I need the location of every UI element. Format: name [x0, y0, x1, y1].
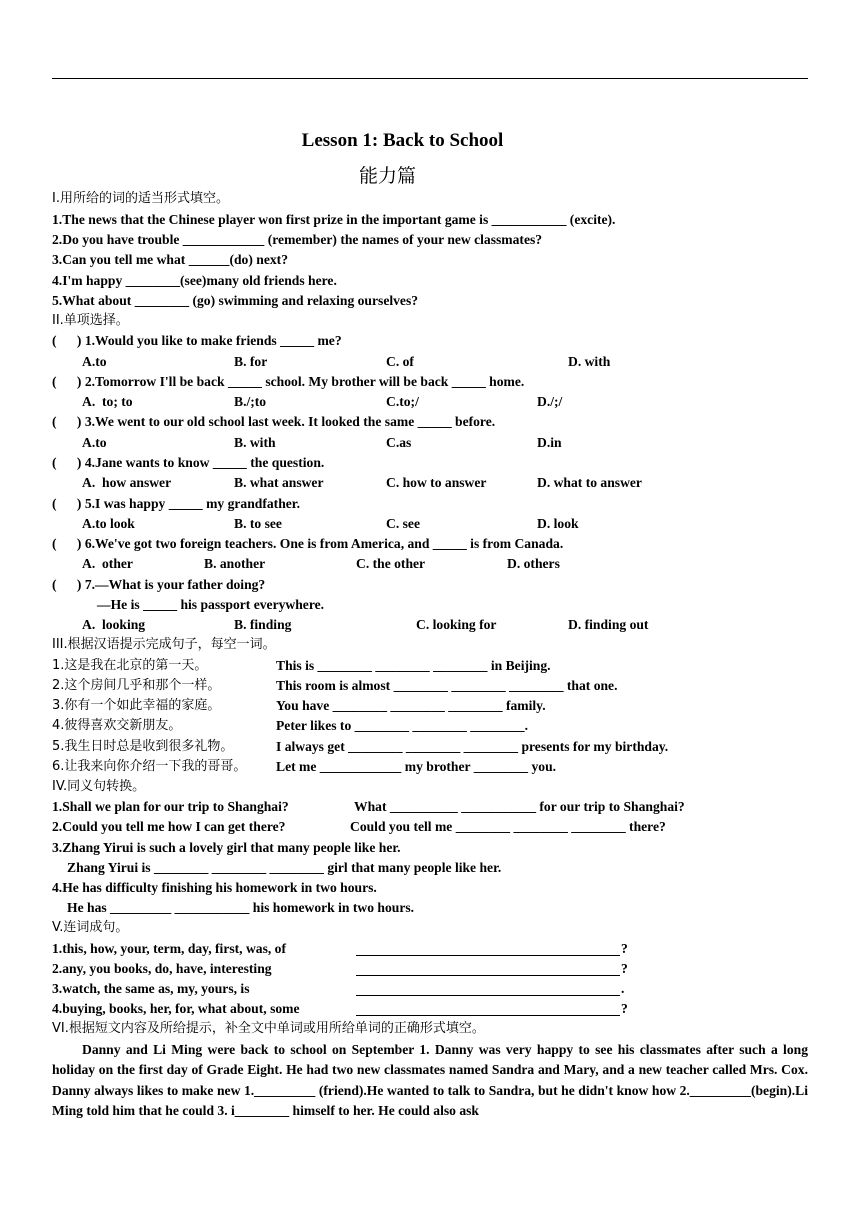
s2-q2-opt-b: B./;to	[234, 394, 267, 409]
s3-item-3-en: You have ________ ________ ________ family.	[276, 698, 546, 713]
s3-item-2-cn: 2.这个房间几乎和那个一样。	[52, 678, 221, 693]
s4-item-3-rewrite: Zhang Yirui is ________ ________ ________ girl that many people like her.	[67, 860, 502, 875]
s4-item-3-original: 3.Zhang Yirui is such a lovely girl that many people like her.	[52, 840, 401, 855]
page-subtitle: 能力篇	[358, 165, 416, 187]
section-2-heading: II.单项选择。	[52, 313, 129, 328]
s1-item-4: 4.I'm happy ________(see)many old friends here.	[52, 273, 337, 288]
s4-item-2-rewrite: Could you tell me ________ ________ ________ there?	[350, 819, 666, 834]
s1-item-3: 3.Can you tell me what ______(do) next?	[52, 252, 288, 267]
s2-q2-opt-c: C.to;/	[386, 394, 419, 409]
s5-item-3-words: 3.watch, the same as, my, yours, is	[52, 981, 250, 996]
s5-item-2-answer-line	[356, 975, 620, 976]
s2-q7-opt-d: D. finding out	[568, 617, 649, 632]
s2-q3: ( ) 3.We went to our old school last week. It looked the same _____ before.	[52, 414, 496, 429]
s3-item-1-en: This is ________ ________ ________ in Beijing.	[276, 658, 551, 673]
s2-q5-opt-d: D. look	[537, 516, 579, 531]
s2-q6-opt-c: C. the other	[356, 556, 426, 571]
s2-q2-opt-d: D./;/	[537, 394, 563, 409]
s1-item-5: 5.What about ________ (go) swimming and relaxing ourselves?	[52, 293, 419, 308]
s2-q7-opt-c: C. looking for	[416, 617, 497, 632]
s2-q3-opt-d: D.in	[537, 435, 562, 450]
s4-item-2-original: 2.Could you tell me how I can get there?	[52, 819, 286, 834]
s2-q7-opt-b: B. finding	[234, 617, 292, 632]
s1-item-1: 1.The news that the Chinese player won first prize in the important game is ___________ (excite).	[52, 212, 616, 227]
section-4-heading: IV.同义句转换。	[52, 779, 146, 794]
section-1-heading: I.用所给的词的适当形式填空。	[52, 191, 229, 206]
s2-q1: ( ) 1.Would you like to make friends _____ me?	[52, 333, 342, 348]
s2-q6-opt-b: B. another	[204, 556, 266, 571]
s5-item-1-answer-line	[356, 955, 620, 956]
s2-q4-opt-b: B. what answer	[234, 475, 324, 490]
s2-q6-opt-a: A. other	[82, 556, 133, 571]
s2-q2-opt-a: A. to; to	[82, 394, 133, 409]
s4-item-4-original: 4.He has difficulty finishing his homework in two hours.	[52, 880, 377, 895]
s5-item-1-end: ?	[621, 941, 628, 956]
s2-q3-opt-a: A.to	[82, 435, 107, 450]
s6-passage: Danny and Li Ming were back to school on September 1. Danny was very happy to see his classmates after such a long holiday on the first day of Grade Eight. He had two new classmates named Sandra and Mary, and a new teacher called Mrs. Cox. Danny always likes to make new 1._________ (friend).He wanted to talk to Sandra, but he didn't know how 2._________(begin).Li Ming told him that he could 3. i________ himself to her. He could also ask	[52, 1042, 808, 1118]
s2-q4-opt-a: A. how answer	[82, 475, 172, 490]
s2-q3-opt-b: B. with	[234, 435, 276, 450]
section-6-heading: VI.根据短文内容及所给提示，补全文中单词或用所给单词的正确形式填空。	[52, 1021, 485, 1036]
s3-item-6-en: Let me ____________ my brother ________ you.	[276, 759, 557, 774]
section-3-heading: III.根据汉语提示完成句子，每空一词。	[52, 637, 276, 652]
s2-q7-line2: —He is _____ his passport everywhere.	[97, 597, 325, 612]
s3-item-5-en: I always get ________ ________ ________ presents for my birthday.	[276, 739, 669, 754]
page-title: Lesson 1: Back to School	[301, 130, 504, 151]
s5-item-3-end: .	[621, 981, 625, 996]
s3-item-5-cn: 5.我生日时总是收到很多礼物。	[52, 739, 234, 754]
s5-item-2-end: ?	[621, 961, 628, 976]
s2-q4: ( ) 4.Jane wants to know _____ the question.	[52, 455, 325, 470]
s5-item-4-answer-line	[356, 1015, 620, 1016]
s5-item-2-words: 2.any, you books, do, have, interesting	[52, 961, 272, 976]
s2-q2: ( ) 2.Tomorrow I'll be back _____ school. My brother will be back _____ home.	[52, 374, 525, 389]
s2-q5: ( ) 5.I was happy _____ my grandfather.	[52, 496, 300, 511]
s2-q7-opt-a: A. looking	[82, 617, 146, 632]
s2-q6: ( ) 6.We've got two foreign teachers. One is from America, and _____ is from Canada.	[52, 536, 564, 551]
s3-item-3-cn: 3.你有一个如此幸福的家庭。	[52, 698, 221, 713]
s3-item-4-en: Peter likes to ________ ________ ________.	[276, 718, 528, 733]
s3-item-1-cn: 1.这是我在北京的第一天。	[52, 658, 208, 673]
s3-item-2-en: This room is almost ________ ________ ________ that one.	[276, 678, 618, 693]
section-5-heading: V.连词成句。	[52, 920, 129, 935]
s3-item-6-cn: 6.让我来向你介绍一下我的哥哥。	[52, 759, 247, 774]
s2-q4-opt-d: D. what to answer	[537, 475, 642, 490]
s1-item-2: 2.Do you have trouble ____________ (remember) the names of your new classmates?	[52, 232, 543, 247]
s2-q5-opt-c: C. see	[386, 516, 420, 531]
header-rule	[52, 78, 808, 79]
s5-item-1-words: 1.this, how, your, term, day, first, was, of	[52, 941, 286, 956]
s5-item-3-answer-line	[356, 995, 620, 996]
s2-q5-opt-a: A.to look	[82, 516, 135, 531]
s3-item-4-cn: 4.彼得喜欢交新朋友。	[52, 718, 182, 733]
s2-q4-opt-c: C. how to answer	[386, 475, 487, 490]
s4-item-1-original: 1.Shall we plan for our trip to Shanghai?	[52, 799, 289, 814]
s2-q1-opt-c: C. of	[386, 354, 414, 369]
s4-item-4-rewrite: He has _________ ___________ his homework in two hours.	[67, 900, 415, 915]
s2-q3-opt-c: C.as	[386, 435, 412, 450]
s2-q1-opt-d: D. with	[568, 354, 611, 369]
s4-item-1-rewrite: What __________ ___________ for our trip to Shanghai?	[354, 799, 685, 814]
s5-item-4-words: 4.buying, books, her, for, what about, some	[52, 1001, 300, 1016]
s2-q5-opt-b: B. to see	[234, 516, 282, 531]
s5-item-4-end: ?	[621, 1001, 628, 1016]
s2-q1-opt-b: B. for	[234, 354, 268, 369]
s2-q6-opt-d: D. others	[507, 556, 560, 571]
s2-q1-opt-a: A.to	[82, 354, 107, 369]
s2-q7: ( ) 7.—What is your father doing?	[52, 577, 266, 592]
